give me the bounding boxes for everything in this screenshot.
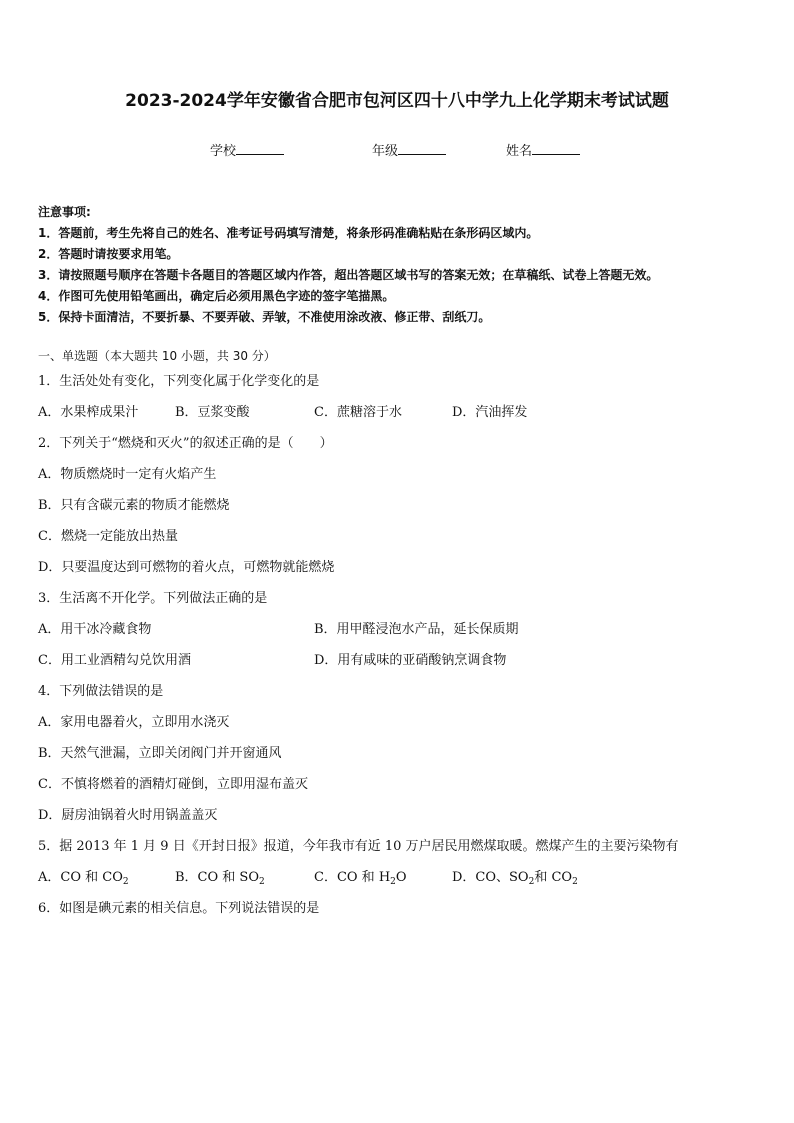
question-5-option-b [175,868,265,888]
notes-block [38,202,768,328]
option-d-mid: 和 CO [534,870,573,885]
section-title: 一、单选题（本大题共 10 小题，共 30 分） [38,349,276,363]
question-4-option-d: D．厨房油锅着火时用锅盖盖灭 [38,808,218,823]
page-title: 2023-2024学年安徽省合肥市包河区四十八中学九上化学期末考试试题 [125,91,669,111]
option-c-text: C．CO 和 H [314,870,391,885]
question-4-option-a: A．家用电器着火，立即用水浇灭 [38,715,230,730]
student-info-row [0,140,794,160]
question-2-option-c: C．燃烧一定能放出热量 [38,529,178,544]
subscript: 2 [528,877,535,887]
question-3-option-d: D．用有咸味的亚硝酸钠烹调食物 [314,653,507,668]
question-5-stem: 5．据 2013 年 1 月 9 日《开封日报》报道，今年我市有近 10 万户居民用燃煤取暖。燃煤产生的主要污染物有 [38,839,679,854]
subscript: 2 [259,877,265,887]
question-2-option-d: D．只要温度达到可燃物的着火点，可燃物就能燃烧 [38,560,335,575]
note-item: 3．请按照题号顺序在答题卡各题目的答题区域内作答，超出答题区域书写的答案无效；在草稿纸、试卷上答题无效。 [38,268,659,282]
question-1-option-b: B．豆浆变酸 [175,405,250,420]
question-2-stem: 2．下列关于“燃烧和灭火”的叙述正确的是（ ） [38,436,333,451]
name-label: 姓名 [506,144,533,159]
school-label: 学校 [210,144,237,159]
option-c-suffix: O [395,870,407,885]
question-3-option-b: B．用甲醛浸泡水产品，延长保质期 [314,622,519,637]
questions-block [38,346,768,930]
question-1-option-d: D．汽油挥发 [452,405,528,420]
question-5-option-c [314,868,407,888]
question-2-option-a: A．物质燃烧时一定有火焰产生 [38,467,217,482]
grade-label: 年级 [372,144,399,159]
question-6-stem: 6．如图是碘元素的相关信息。下列说法错误的是 [38,901,320,916]
question-1-options [38,403,768,434]
name-blank [532,142,580,155]
question-5-options [38,868,768,899]
school-field [210,140,284,159]
question-3-stem: 3．生活离不开化学。下列做法正确的是 [38,591,268,606]
grade-blank [398,142,446,155]
note-item: 2．答题时请按要求用笔。 [38,247,179,261]
question-1-option-c: C．蔗糖溶于水 [314,405,402,420]
question-4-stem: 4．下列做法错误的是 [38,684,164,699]
notes-heading: 注意事项: [38,205,91,219]
question-4-option-b: B．天然气泄漏，立即关闭阀门并开窗通风 [38,746,282,761]
question-5-option-a [38,868,129,888]
note-item: 1．答题前，考生先将自己的姓名、准考证号码填写清楚，将条形码准确粘贴在条形码区域内。 [38,226,539,240]
question-1-stem: 1．生活处处有变化，下列变化属于化学变化的是 [38,374,320,389]
subscript: 2 [390,877,396,887]
question-5-option-d [452,868,578,888]
school-blank [236,142,284,155]
name-field [506,140,580,159]
subscript: 2 [122,877,129,887]
question-3-options-row-1 [38,620,768,651]
question-4-option-c: C．不慎将燃着的酒精灯碰倒，立即用湿布盖灭 [38,777,308,792]
question-1-option-a: A．水果榨成果汁 [38,405,139,420]
question-2-option-b: B．只有含碳元素的物质才能燃烧 [38,498,230,513]
question-3-options-row-2 [38,651,768,682]
option-a-text: A．CO 和 CO [38,870,123,885]
question-3-option-a: A．用干冰冷藏食物 [38,622,152,637]
question-3-option-c: C．用工业酒精勾兑饮用酒 [38,653,191,668]
note-item: 5．保持卡面清洁，不要折暴、不要弄破、弄皱，不准使用涂改液、修正带、刮纸刀。 [38,310,491,324]
subscript: 2 [572,877,578,887]
note-item: 4．作图可先使用铅笔画出，确定后必须用黑色字迹的签字笔描黑。 [38,289,395,303]
option-d-text: D．CO、SO [452,870,529,885]
option-b-text: B．CO 和 SO [175,870,259,885]
grade-field [372,140,446,159]
